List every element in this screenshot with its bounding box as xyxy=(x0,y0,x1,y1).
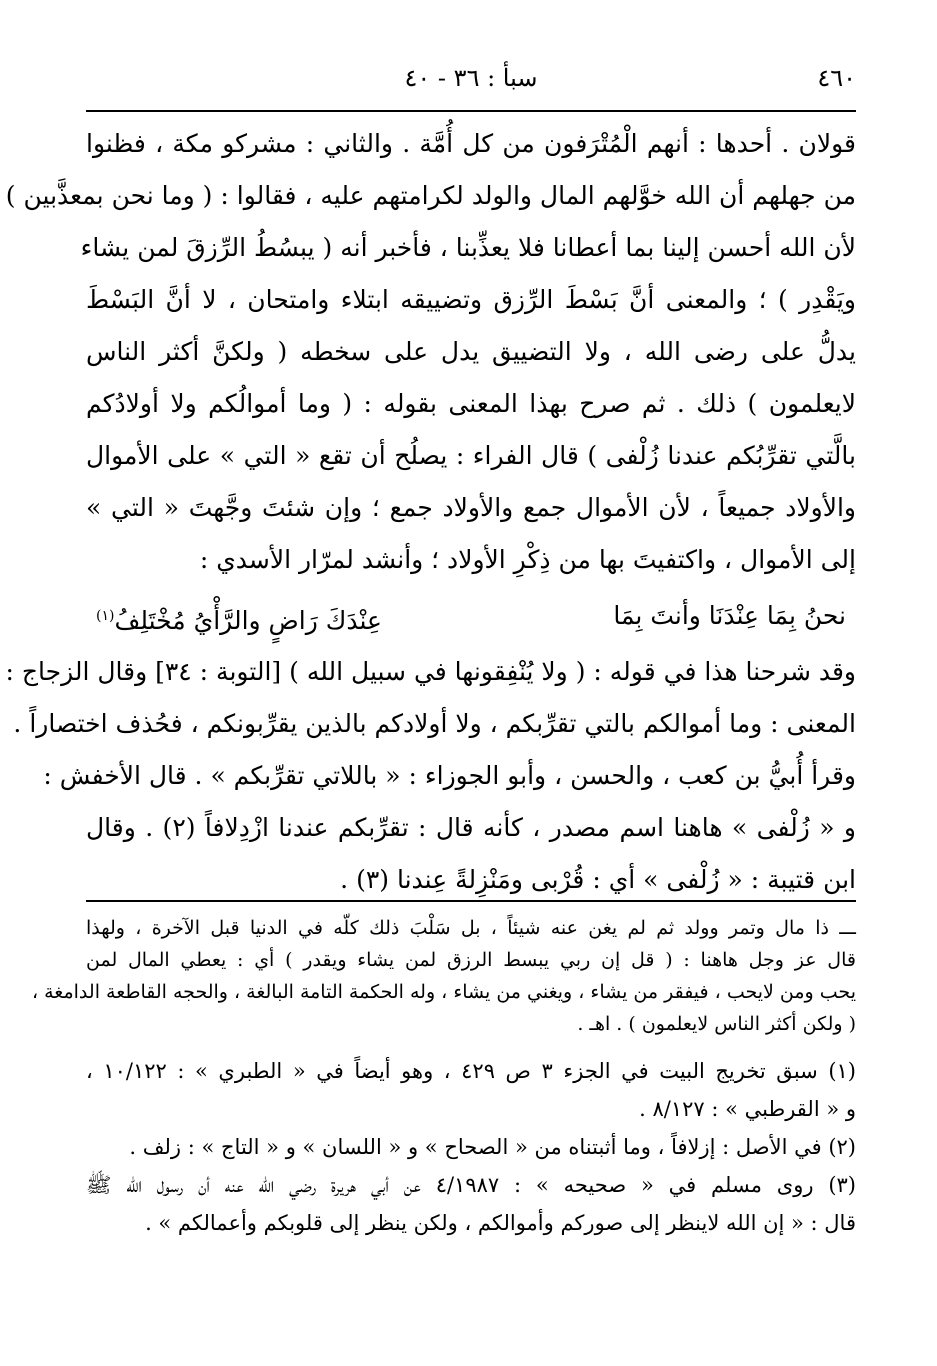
text-line: لأن الله أحسن إلينا بما أعطانا فلا يعذِّبنا ، فأخبر أنه ( يبسُطُ الرِّزقَ لمن يشاء xyxy=(80,233,856,262)
text-line: لايعلمون ) ذلك . ثم صرح بهذا المعنى بقوله : ( وما أموالُكم ولا أولادُكم xyxy=(86,389,856,418)
text-line: وقرأ أُبيُّ بن كعب ، والحسن ، وأبو الجوزاء : « باللاتي تقرِّبكم » . قال الأخفش : xyxy=(43,761,856,790)
footnotes xyxy=(31,912,856,1242)
footnote-continuation-line: ( ولكن أكثر الناس لايعلمون ) . اهـ . xyxy=(577,1013,856,1035)
footnote-line: و « القرطبي » : ٨/١٢٧ . xyxy=(639,1097,856,1121)
page-number: ٤٦٠ xyxy=(817,64,856,92)
footnote-line: (٣) روى مسلم في « صحيحه » : ٤/١٩٨٧ عن أبي هريرة رضي الله عنه أن رسول الله ﷺ xyxy=(86,1173,856,1197)
footnote-continuation-line: ـــ ذا مال وتمر وولد ثم لم يغن عنه شيئاً ، بل سَلْبَ ذلك كلّه في الدنيا قبل الآخرة ، ولهذا xyxy=(86,917,856,939)
footnote-continuation-line: يحب ومن لايحب ، فيفقر من يشاء ، ويغني من يشاء ، وله الحكمة التامة البالغة ، والحجه القاطعة الدامغة ، xyxy=(31,981,856,1003)
poetry-verse xyxy=(86,586,856,646)
text-line: وقد شرحنا هذا في قوله : ( ولا يُنْفِقونها في سبيل الله ) [التوبة : ٣٤] وقال الزجاج : xyxy=(5,657,856,686)
verse-hemistich-second: عِنْدَكَ رَاضٍ والرَّأْيُ مُخْتَلِفُ xyxy=(114,606,382,636)
header-rule xyxy=(86,110,856,112)
text-line: و « زُلْفى » هاهنا اسم مصدر ، كأنه قال : تقرِّبكم عندنا ازْدِلافاً (٢) . وقال xyxy=(86,813,856,842)
page-header xyxy=(86,60,856,100)
footnote-line: قال : « إن الله لاينظر إلى صوركم وأموالكم ، ولكن ينظر إلى قلوبكم وأعمالكم » . xyxy=(145,1211,856,1235)
text-line: ابن قتيبة : « زُلْفى » أي : قُرْبى ومَنْزِلةً عِندنا (٣) . xyxy=(340,865,856,894)
text-line: يدلُّ على رضى الله ، ولا التضييق يدل على سخطه ( ولكنَّ أكثر الناس xyxy=(86,337,856,366)
text-line: بالَّتي تقرِّبُكم عندنا زُلْفى ) قال الفراء : يصلُح أن تقع « التي » على الأموال xyxy=(86,441,856,470)
main-text xyxy=(5,118,856,906)
verse-hemistich-first: نحنُ بِمَا عِنْدَنَا وأنتَ بِمَا xyxy=(613,601,846,630)
text-line: قولان . أحدها : أنهم الْمُتْرَفون من كل أُمَّة . والثاني : مشركو مكة ، فظنوا xyxy=(86,129,856,158)
footnote-rule xyxy=(86,900,856,902)
text-line: ويَقْدِر ) ؛ والمعنى أنَّ بَسْطَ الرِّزق وتضييقه ابتلاء وامتحان ، لا أنَّ البَسْطَ xyxy=(86,285,856,314)
footnote-line: (١) سبق تخريج البيت في الجزء ٣ ص ٤٢٩ ، وهو أيضاً في « الطبري » : ١٠/١٢٢ ، xyxy=(86,1059,856,1083)
text-line: المعنى : وما أموالكم بالتي تقرِّبكم ، ولا أولادكم بالذين يقرِّبونكم ، فحُذف اختصاراً . xyxy=(13,709,856,738)
footnote-line: (٢) في الأصل : إزلافاً ، وما أثبتناه من « الصحاح » و « اللسان » و « التاج » : زلف . xyxy=(129,1135,856,1159)
text-line: من جهلهم أن الله خوَّلهم المال والولد لكرامتهم عليه ، فقالوا : ( وما نحن بمعذَّبين ) xyxy=(5,181,856,210)
footnote-marker: (١) xyxy=(96,608,115,624)
footnote-continuation-line: قال عز وجل هاهنا : ( قل إن ربي يبسط الرزق لمن يشاء ويقدر ) أي : يعطي المال لمن xyxy=(86,949,856,971)
running-title: سبأ : ٣٦ - ٤٠ xyxy=(404,64,538,92)
text-line: والأولاد جميعاً ، لأن الأموال جمع والأولاد جمع ؛ وإن شئتَ وجَّهتَ « التي » xyxy=(86,493,856,522)
text-line: إلى الأموال ، واكتفيتَ بها من ذِكْرِ الأولاد ؛ وأنشد لمرّار الأسدي : xyxy=(199,545,856,574)
